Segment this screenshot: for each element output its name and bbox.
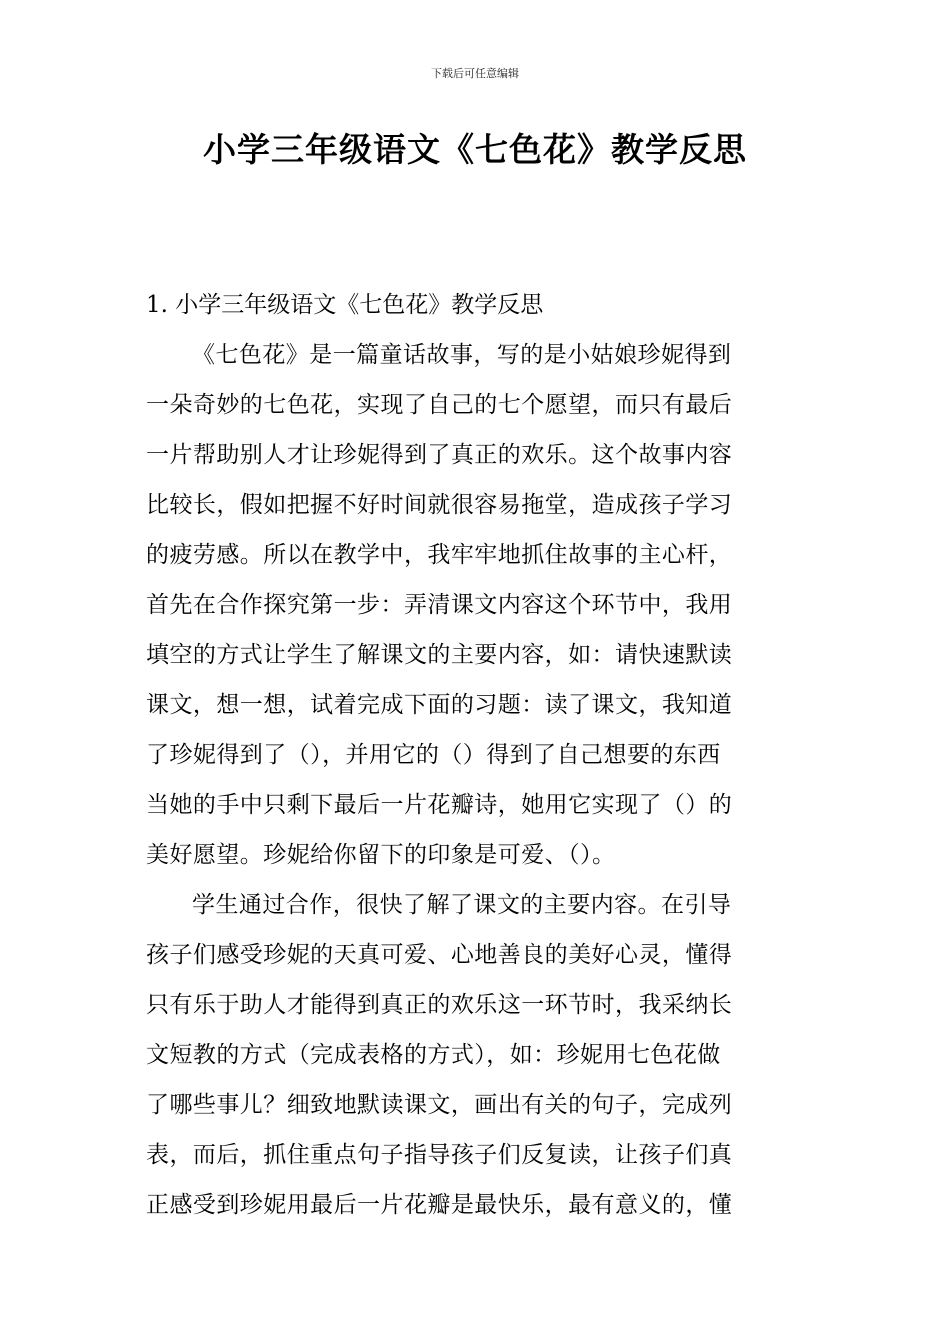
paragraph-line: 课文，想一想，试着完成下面的习题：读了课文，我知道 <box>146 692 733 718</box>
document-title: 小学三年级语文《七色花》教学反思 <box>203 130 747 169</box>
header-note: 下载后可任意编辑 <box>431 67 519 80</box>
document-body <box>146 280 806 1230</box>
paragraph-line: 美好愿望。珍妮给你留下的印象是可爱、（）。 <box>146 842 616 868</box>
paragraph-line: 一片帮助别人才让珍妮得到了真正的欢乐。这个故事内容 <box>146 442 733 468</box>
paragraph-1 <box>146 330 806 880</box>
paragraph-line: 了哪些事儿？细致地默读课文，画出有关的句子，完成列 <box>146 1092 733 1118</box>
paragraph-2 <box>146 880 806 1230</box>
paragraph-line: 的疲劳感。所以在教学中，我牢牢地抓住故事的主心杆， <box>146 542 733 568</box>
paragraph-line: 比较长，假如把握不好时间就很容易拖堂，造成孩子学习 <box>146 492 733 518</box>
section-heading: 1. 小学三年级语文《七色花》教学反思 <box>146 292 544 318</box>
paragraph-line: 只有乐于助人才能得到真正的欢乐这一环节时，我采纳长 <box>146 992 733 1018</box>
paragraph-line: 填空的方式让学生了解课文的主要内容，如：请快速默读 <box>146 642 733 668</box>
paragraph-line: 当她的手中只剩下最后一片花瓣诗，她用它实现了（）的 <box>146 792 733 818</box>
paragraph-line: 学生通过合作，很快了解了课文的主要内容。在引导 <box>192 892 732 918</box>
paragraph-line: 表，而后，抓住重点句子指导孩子们反复读，让孩子们真 <box>146 1142 733 1168</box>
paragraph-line: 了珍妮得到了（），并用它的（）得到了自己想要的东西 <box>146 742 721 768</box>
paragraph-line: 孩子们感受珍妮的天真可爱、心地善良的美好心灵，懂得 <box>146 942 733 968</box>
paragraph-line: 文短教的方式（完成表格的方式），如：珍妮用七色花做 <box>146 1042 721 1068</box>
paragraph-line: 一朵奇妙的七色花，实现了自己的七个愿望，而只有最后 <box>146 392 733 418</box>
paragraph-line: 《七色花》是一篇童话故事，写的是小姑娘珍妮得到 <box>192 342 732 368</box>
paragraph-line: 首先在合作探究第一步：弄清课文内容这个环节中，我用 <box>146 592 733 618</box>
paragraph-line: 正感受到珍妮用最后一片花瓣是最快乐，最有意义的，懂 <box>146 1192 733 1218</box>
